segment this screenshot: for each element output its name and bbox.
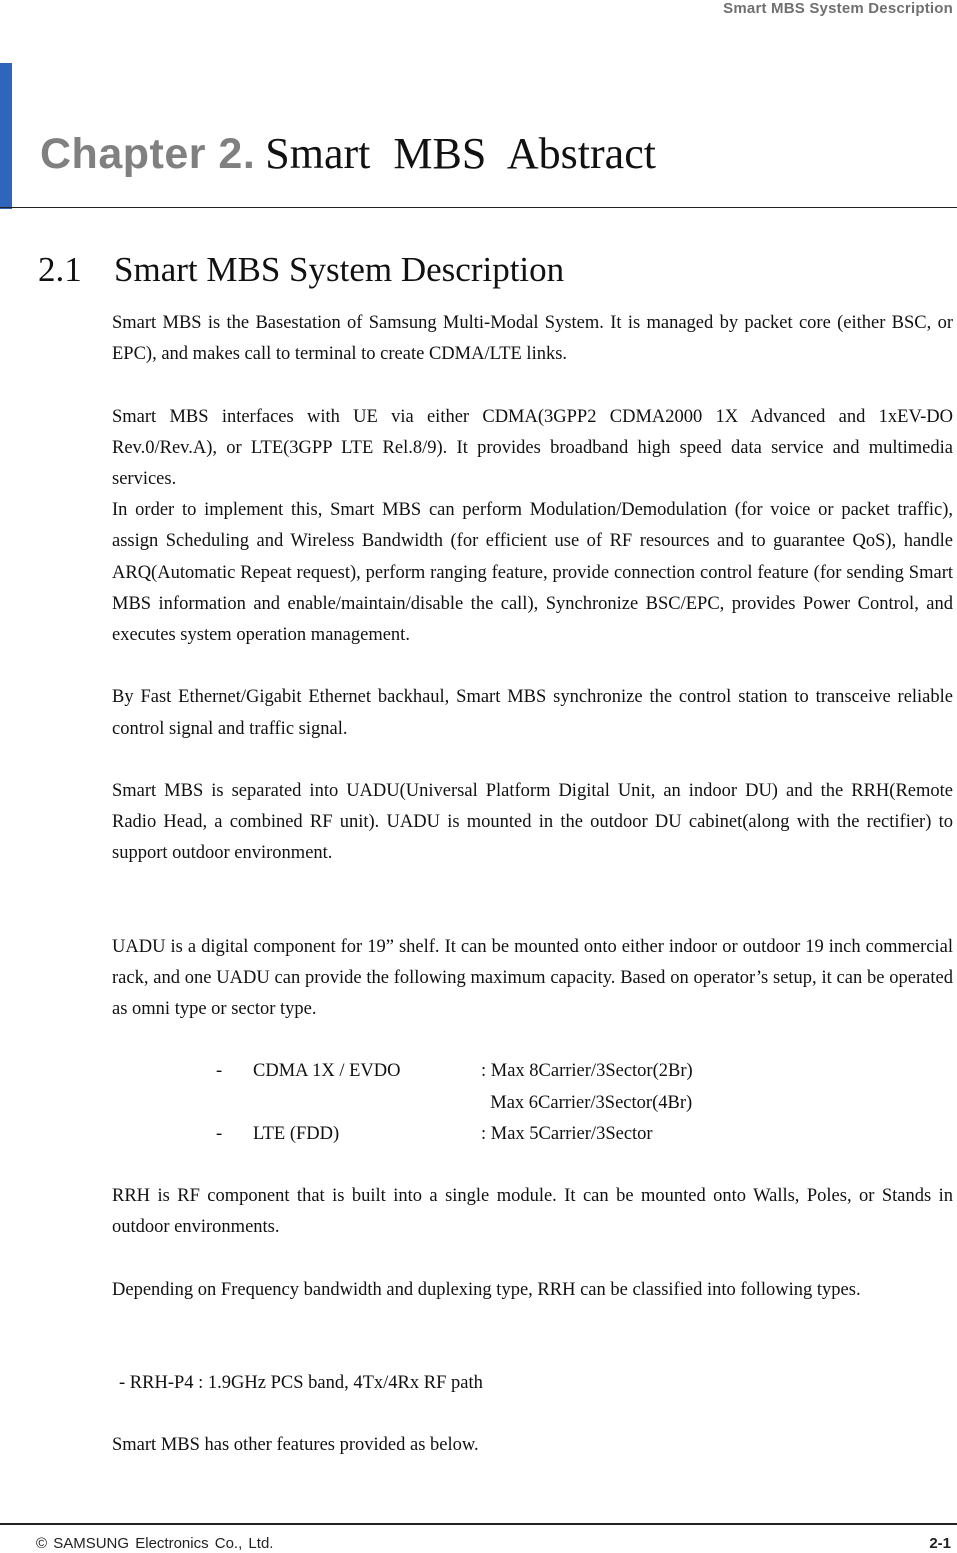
page-number: 2-1 <box>929 1535 951 1552</box>
rrh-type-item: - RRH-P4 : 1.9GHz PCS band, 4Tx/4Rx RF path <box>119 1372 483 1393</box>
list-bullet: - <box>216 1061 223 1082</box>
chapter-heading <box>40 128 656 179</box>
list-item-label: CDMA 1X / EVDO <box>253 1061 401 1082</box>
capacity-list <box>112 1056 953 1150</box>
section-heading <box>38 250 564 290</box>
paragraph: UADU is a digital component for 19” shelf. It can be mounted onto either indoor or outdoor 19 inch commercial rack, and one UADU can provide the following maximum capacity. Based on operator’s setup, it can be operated as omni type or sector type. <box>112 936 953 1020</box>
list-item <box>112 1088 953 1119</box>
list-bullet: - <box>216 1123 223 1144</box>
paragraph: RRH is RF component that is built into a single module. It can be mounted onto Walls, Poles, or Stands in outdoor environments. <box>112 1186 953 1238</box>
body-content <box>112 308 953 1462</box>
list-item-value: : Max 8Carrier/3Sector(2Br) <box>481 1061 693 1082</box>
paragraph: Depending on Frequency bandwidth and duplexing type, RRH can be classified into following types. <box>112 1279 861 1300</box>
list-item <box>112 1056 953 1087</box>
list-item-value: Max 6Carrier/3Sector(4Br) <box>481 1092 693 1113</box>
paragraph: In order to implement this, Smart MBS can perform Modulation/Demodulation (for voice or packet traffic), assign Scheduling and Wireless Bandwidth (for efficient use of RF resources and to guarantee QoS), handle ARQ(Automatic Repeat request), perform ranging feature, provide connection control feature (for sending Smart MBS information and enable/maintain/disable the call), Synchronize BSC/EPC, provides Power Control, and executes system operation management. <box>112 500 953 646</box>
running-header: Smart MBS System Description <box>723 0 953 17</box>
chapter-divider <box>0 207 957 208</box>
section-number: 2.1 <box>38 250 82 289</box>
section-title: Smart MBS System Description <box>114 250 565 289</box>
chapter-accent-bar <box>0 63 12 209</box>
paragraph: By Fast Ethernet/Gigabit Ethernet backhaul, Smart MBS synchronize the control station to transceive reliable control signal and traffic signal. <box>112 687 953 739</box>
chapter-title: Smart MBS Abstract <box>265 129 656 178</box>
paragraph: Smart MBS has other features provided as below. <box>112 1435 479 1456</box>
footer-copyright: © SAMSUNG Electronics Co., Ltd. <box>36 1535 274 1552</box>
list-item-label: LTE (FDD) <box>253 1123 340 1144</box>
paragraph: Smart MBS is separated into UADU(Universal Platform Digital Unit, an indoor DU) and the RRH(Remote Radio Head, a combined RF unit). UADU is mounted in the outdoor DU cabinet(along with the rectifier) to support outdoor environment. <box>112 781 953 864</box>
paragraph: Smart MBS is the Basestation of Samsung Multi-Modal System. It is managed by packet core (either BSC, or EPC), and makes call to terminal to create CDMA/LTE links. <box>112 313 953 365</box>
chapter-label: Chapter 2. <box>40 130 256 178</box>
list-item <box>112 1119 953 1150</box>
paragraph: Smart MBS interfaces with UE via either CDMA(3GPP2 CDMA2000 1X Advanced and 1xEV-DO Rev.0/Rev.A), or LTE(3GPP LTE Rel.8/9). It provides broadband high speed data service and multimedia services. <box>112 406 953 489</box>
list-item-value: : Max 5Carrier/3Sector <box>481 1123 653 1144</box>
footer-divider <box>0 1523 957 1525</box>
